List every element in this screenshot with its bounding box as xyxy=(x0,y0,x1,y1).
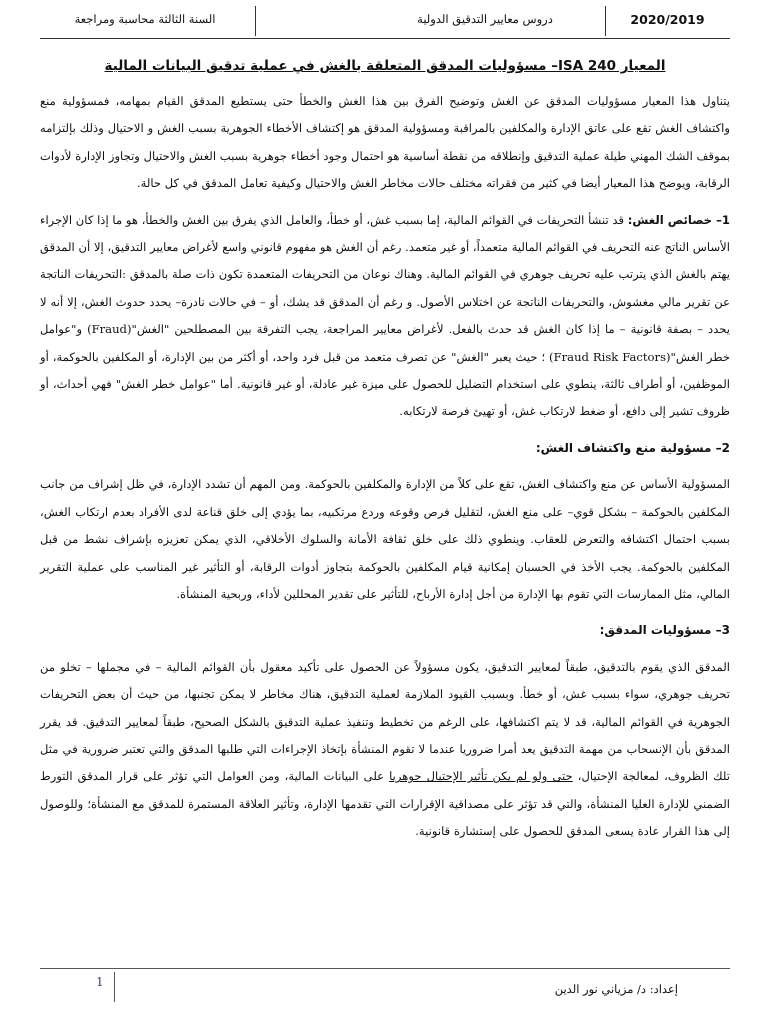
footer-rule xyxy=(40,968,730,969)
section-2-paragraph: المسؤولية الأساس عن منع واكتشاف الغش، تقع على كلاً من الإدارة والمكلفين بالحوكمة. ومن المهم أن تشدد الإدارة، في ظل إشراف من جانب المكلفين بالحوكمة – بشكل قوي– على منع الغش، لتقليل فرص وقوعه وردع مرتكبيه، بما يؤدي إلى خلق قناعة لدى الأفراد بعدم ارتكاب الغش، بسبب احتمال اكتشافه والتعرض للعقاب. وينطوي ذلك على خلق ثقافة الأمانة والسلوك الأخلاقي، الذي يمكن تعزيزه بإشراف نشط من قبل المكلفين بالحوكمة. يجب الأخذ في الحسبان إمكانية قيام المكلفين بالحوكمة بتجاوز أدوات الرقابة، أو التأثير غير المناسب على عملية التقرير المالي، مثل الممارسات التي تقوم بها الإدارة من أجل إدارة الأرباح، للتأثير على تقدير المحللين لأداء، وربحية المنشأة. xyxy=(40,477,730,601)
section-3-text: المدقق الذي يقوم بالتدقيق، طبقاً لمعايير التدقيق، يكون مسؤولاً عن الحصول على تأكيد معقول بأن القوائم المالية – في مجملها – تخلو من تحريف جوهري، سواء بسبب غش، أو خطأ. وبسبب القيود الملازمة لعملية التدقيق، هناك مخاطر لا يمكن تجنبها، من حيث أن بعض التحريفات الجوهرية في القوائم المالية، قد لا يتم اكتشافها، على الرغم من تخطيط وتنفيذ عملية التدقيق بالشكل الصحيح، طبقاً لمعايير التدقيق. قد يقرر المدقق بأن الإنسحاب من مهمة التدقيق يعد أمرا ضروريا عندما لا تقوم المنشأة بإتخاذ الإجراءات التي طلبها المدقق والتي تعتبر ضرورية في مثل تلك الظروف، لمعالجة الإحتيال، xyxy=(40,659,731,784)
footer-author: إعداد: د/ مزياني نور الدين xyxy=(554,982,678,996)
section-1-paragraph xyxy=(40,207,730,426)
section-3-heading: 3– مسؤوليات المدقق: xyxy=(599,623,730,638)
header-divider xyxy=(605,6,606,36)
header-course-title: دروس معايير التدقيق الدولية xyxy=(417,12,553,26)
header-rule xyxy=(40,38,730,39)
section-1-text: قد تنشأ التحريفات في القوائم المالية، إما بسبب غش، أو خطأ، والعامل الذي يفرق بين الغش والخطأ، هو ما إذا كان الإجراء الأساس الناتج عنه التحريف في القوائم المالية متعمداً، أو غير متعمد. رغم أن الغش هو مفهوم قانوني واسع لأغراض معايير التدقيق، إلا أن المدقق يهتم بالغش الذي يترتب عليه تحريف جوهري في القوائم المالية. وهناك نوعان من التحريفات المتعمدة تكون ذات صلة بالمدقق :التحريفات الناتجة عن تقرير مالي مغشوش، والتحريفات الناتجة عن اختلاس الأصول. و رغم أن المدقق قد يشك، أو – في حالات نادرة– يحدد حدوث الغش، إلا أنه لا يحدد – بصفة قانونية – ما إذا كان الغش قد حدث بالفعل. لأغراض معايير المراجعة، يجب التفرقة بين المصطلحين "الغش"(Fraud) و"عوامل خطر الغش"(Fraud Risk Factors) ؛ حيث يعبر "الغش" عن تصرف متعمد من قبل فرد واحد، أو أكثر من بين الإدارة، أو المكلفين بالحوكمة، أو الموظفين، أو أطراف ثالثة، ينطوي على استخدام التضليل للحصول على ميزة غير عادلة، أو غير قانونية. أما "عوامل خطر الغش" فهي أحداث، أو ظروف تشير إلى دافع، أو ضغط لارتكاب غش، أو تهيئ فرصة لارتكابه. xyxy=(40,212,731,419)
section-3-paragraph xyxy=(40,654,730,846)
page-header xyxy=(40,12,730,34)
footer-divider xyxy=(114,972,115,1002)
header-year: 2020/2019 xyxy=(630,12,705,27)
intro-paragraph: يتناول هذا المعيار مسؤوليات المدقق عن الغش وتوضيح الفرق بين هذا الغش والخطأ حتى يستطيع المدقق القيام بمهامه، فمسؤولية منع واكتشاف الغش تقع على عاتق الإدارة والمكلفين بالمراقبة ومسؤولية المدقق هو إكتشاف الأخطاء الجوهرية بسبب الغش و الاحتيال وذلك بإلتزامه بموقف الشك المهني طيلة عملية التدقيق وإنطلاقه من نقطة أساسية هو احتمال وجود أخطاء جوهرية بسبب الغش والاحتيال وتجاوز الإدارة لأدوات الرقابة، ويوضح هذا المعيار أيضا في كثير من فقراته مختلف حالات مخاطر الغش والاحتيال وكيفية تعامل المدقق في كل حالة. xyxy=(40,94,730,191)
page-number: 1 xyxy=(96,975,104,989)
section-2-heading: 2– مسؤولية منع واكتشاف الغش: xyxy=(535,440,730,455)
document-body xyxy=(40,88,730,855)
header-divider xyxy=(255,6,256,36)
header-level: السنة الثالثة محاسبة ومراجعة xyxy=(74,12,216,26)
page-title: المعيار ISA 240– مسؤوليات المدقق المتعلقة بالغش في عملية تدقيق البيانات المالية xyxy=(104,58,666,74)
section-1-heading: 1– خصائص الغش: xyxy=(627,212,730,227)
section-3-text-end: على البيانات المالية، ومن العوامل التي تؤثر على قرار المدقق التورط الضمني للإدارة العليا المنشأة، والتي قد تؤثر على مصداقية الإقرارات التي تقدمها الإدارة، وتأثير العلاقة المستمرة للمدقق مع المنشأة؛ وللوصول إلى هذا القرار عادة يسعى المدقق للحصول على إستشارة قانونية. xyxy=(40,769,730,839)
section-3-underlined-text: حتى ولو لم يكن تأثير الإحتيال جوهريا xyxy=(389,769,573,784)
